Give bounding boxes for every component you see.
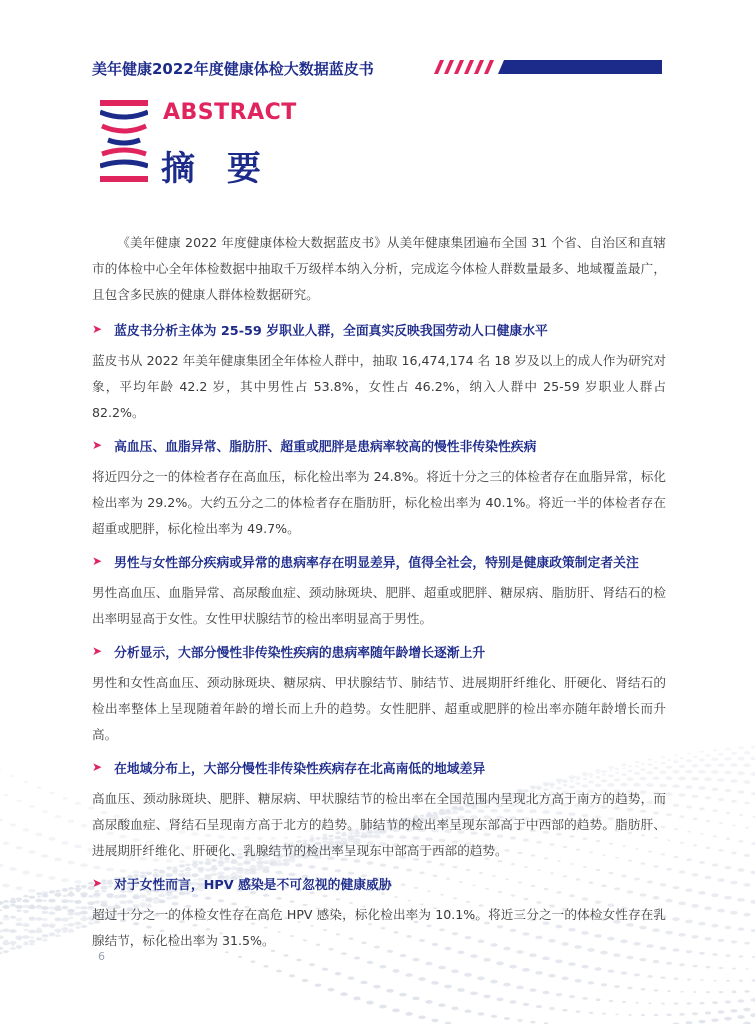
- section-heading: [92, 870, 666, 896]
- intro-paragraph: 《美年健康 2022 年度健康体检大数据蓝皮书》从美年健康集团遍布全国 31 个省、自治区和直辖市的体检中心全年体检数据中抽取千万级样本纳入分析，完成迄今体检人群数量最多、地域覆盖最广，且包含多民族的健康人群体检数据研究。: [92, 235, 666, 302]
- section-title: 蓝皮书分析主体为 25-59 岁职业人群，全面真实反映我国劳动人口健康水平: [114, 323, 548, 339]
- section-title: 男性与女性部分疾病或异常的患病率存在明显差异，值得全社会，特别是健康政策制定者关注: [114, 555, 639, 571]
- abstract-heading-cn: 摘 要: [161, 149, 271, 189]
- arrow-bullet-icon: ➤: [92, 760, 103, 774]
- arrow-bullet-icon: ➤: [92, 876, 103, 890]
- section-heading: [92, 638, 666, 664]
- section-body: 男性高血压、血脂异常、高尿酸血症、颈动脉斑块、肥胖、超重或肥胖、糖尿病、脂肪肝、肾结石的检出率明显高于女性。女性甲状腺结节的检出率明显高于男性。: [92, 585, 666, 626]
- section-2: [92, 432, 666, 542]
- section-3: [92, 548, 666, 632]
- section-heading: [92, 548, 666, 574]
- section-body: 超过十分之一的体检女性存在高危 HPV 感染，标化检出率为 10.1%。将近三分之一的体检女性存在乳腺结节，标化检出率为 31.5%。: [92, 907, 666, 948]
- section-body: 蓝皮书从 2022 年美年健康集团全年体检人群中，抽取 16,474,174 名 18 岁及以上的成人作为研究对象，平均年龄 42.2 岁，其中男性占 53.8%，女性占 46.2%，纳入人群中 25-59 岁职业人群占 82.2%。: [92, 353, 666, 420]
- section-4: [92, 638, 666, 748]
- arrow-bullet-icon: ➤: [92, 644, 103, 658]
- abstract-content: [92, 230, 666, 960]
- arrow-bullet-icon: ➤: [92, 554, 103, 568]
- abstract-heading-en: ABSTRACT: [163, 100, 297, 125]
- section-body: 男性和女性高血压、颈动脉斑块、糖尿病、甲状腺结节、肺结节、进展期肝纤维化、肝硬化、肾结石的检出率整体上呈现随着年龄的增长而上升的趋势。女性肥胖、超重或肥胖的检出率亦随年龄增长而升高。: [92, 675, 666, 742]
- header-stripes-decoration: [430, 60, 662, 74]
- arrow-bullet-icon: ➤: [92, 322, 103, 336]
- section-6: [92, 870, 666, 954]
- abstract-logo-icon: [100, 100, 148, 182]
- section-heading: [92, 316, 666, 342]
- section-body: 高血压、颈动脉斑块、肥胖、糖尿病、甲状腺结节的检出率在全国范围内呈现北方高于南方的趋势，而高尿酸血症、肾结石呈现南方高于北方的趋势。肺结节的检出率呈现东部高于中西部的趋势。脂肪肝、进展期肝纤维化、肝硬化、乳腺结节的检出率呈现东中部高于西部的趋势。: [92, 791, 666, 858]
- section-heading: [92, 754, 666, 780]
- section-title: 分析显示，大部分慢性非传染性疾病的患病率随年龄增长逐渐上升: [114, 645, 486, 661]
- section-5: [92, 754, 666, 864]
- section-1: [92, 316, 666, 426]
- section-title: 高血压、血脂异常、脂肪肝、超重或肥胖是患病率较高的慢性非传染性疾病: [114, 439, 537, 455]
- section-title: 对于女性而言，HPV 感染是不可忽视的健康威胁: [114, 877, 392, 893]
- arrow-bullet-icon: ➤: [92, 438, 103, 452]
- header-title: 美年健康2022年度健康体检大数据蓝皮书: [92, 60, 374, 78]
- section-body: 将近四分之一的体检者存在高血压，标化检出率为 24.8%。将近十分之三的体检者存在血脂异常，标化检出率为 29.2%。大约五分之二的体检者存在脂肪肝，标化检出率为 40.1%。将近一半的体检者存在超重或肥胖，标化检出率为 49.7%。: [92, 469, 666, 536]
- section-title: 在地域分布上，大部分慢性非传染性疾病存在北高南低的地域差异: [114, 761, 486, 777]
- page-number: 6: [98, 950, 105, 963]
- section-heading: [92, 432, 666, 458]
